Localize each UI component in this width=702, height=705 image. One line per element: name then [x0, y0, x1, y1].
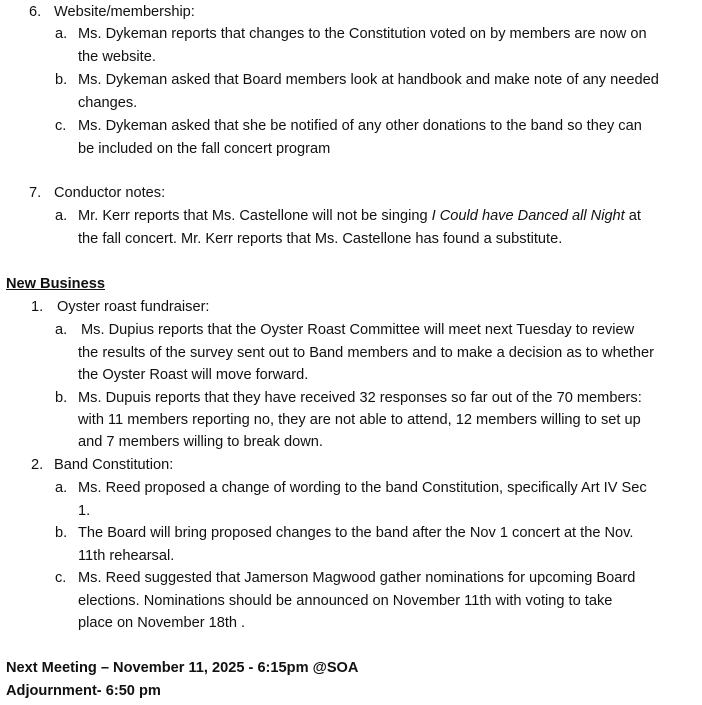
item-text: Ms. Dupuis reports that they have received 32 responses so far out of the 70 members: — [78, 390, 642, 406]
item-text: Ms. Dupius reports that the Oyster Roast Committee will meet next Tuesday to review — [81, 322, 635, 338]
item-text: the results of the survey sent out to Band members and to make a decision as to whether — [78, 345, 654, 361]
item-letter: c. — [55, 570, 67, 586]
section-title-oyster-roast: Oyster roast fundraiser: — [57, 299, 210, 315]
item-letter: c. — [55, 118, 67, 134]
section-number: 2. — [31, 457, 44, 473]
item-text: 1. — [78, 503, 91, 519]
item-letter: b. — [55, 390, 68, 406]
section-title-conductor-notes: Conductor notes: — [54, 185, 166, 201]
item-text: place on November 18th . — [78, 615, 246, 631]
item-text: the website. — [78, 49, 156, 65]
section-number: 1. — [31, 299, 44, 315]
item-text-pre: Mr. Kerr reports that Ms. Castellone will not be singing — [78, 208, 432, 224]
item-letter: a. — [55, 208, 68, 224]
item-text: Ms. Dykeman asked that she be notified of any other donations to the band so they can — [78, 118, 642, 134]
item-text: and 7 members willing to break down. — [78, 434, 323, 450]
item-text: with 11 members reporting no, they are not able to attend, 12 members willing to set up — [78, 412, 641, 428]
item-letter: a. — [55, 480, 68, 496]
item-text: Ms. Reed suggested that Jamerson Magwood gather nominations for upcoming Board — [78, 570, 636, 586]
section-number: 7. — [29, 185, 42, 201]
item-text: be included on the fall concert program — [78, 141, 331, 157]
item-text: The Board will bring proposed changes to the band after the Nov 1 concert at the Nov. — [78, 525, 634, 541]
item-text: elections. Nominations should be announced on November 11th with voting to take — [78, 593, 613, 609]
item-letter: a. — [55, 26, 68, 42]
next-meeting: Next Meeting – November 11, 2025 - 6:15pm @SOA — [6, 660, 359, 676]
item-text-with-song — [78, 205, 641, 227]
item-text: 11th rehearsal. — [78, 548, 175, 564]
section-title-website-membership: Website/membership: — [54, 4, 195, 20]
song-title: I Could have Danced all Night — [431, 208, 625, 224]
item-letter: b. — [55, 525, 68, 541]
new-business-heading: New Business — [6, 276, 105, 292]
item-text: Ms. Dykeman asked that Board members look at handbook and make note of any needed — [78, 72, 659, 88]
item-text: changes. — [78, 95, 138, 111]
item-text: the fall concert. Mr. Kerr reports that Ms. Castellone has found a substitute. — [78, 231, 563, 247]
item-letter: b. — [55, 72, 68, 88]
item-text-post: at — [624, 208, 641, 224]
item-text: Ms. Dykeman reports that changes to the Constitution voted on by members are now on — [78, 26, 647, 42]
item-letter: a. — [55, 322, 68, 338]
section-title-band-constitution: Band Constitution: — [54, 457, 174, 473]
adjournment: Adjournment- 6:50 pm — [6, 683, 161, 699]
section-number: 6. — [29, 4, 42, 20]
item-text: the Oyster Roast will move forward. — [78, 367, 309, 383]
item-text: Ms. Reed proposed a change of wording to the band Constitution, specifically Art IV Sec — [78, 480, 647, 496]
